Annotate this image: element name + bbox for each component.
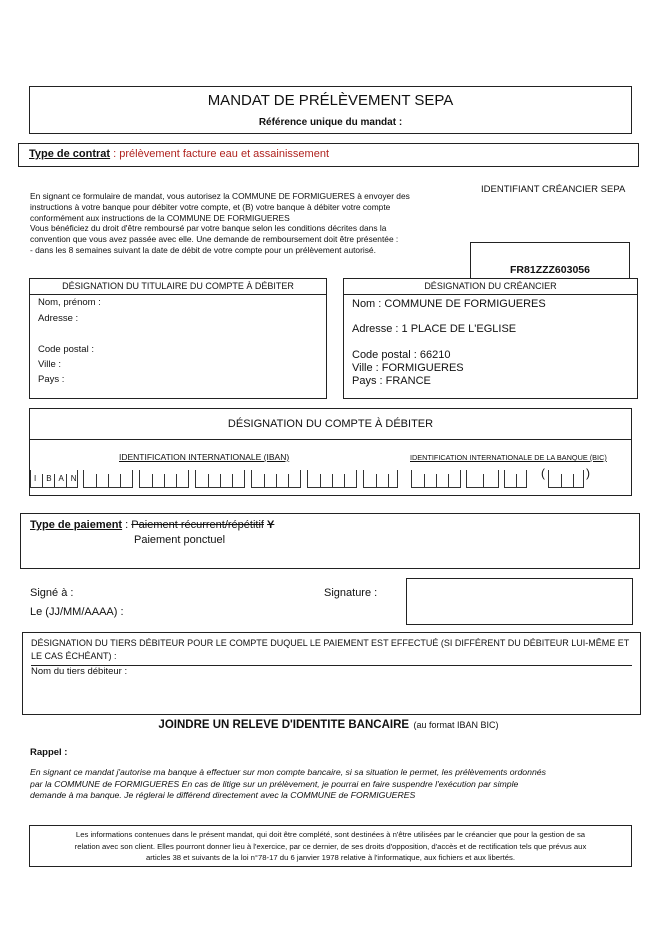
reminder-title: Rappel : — [30, 747, 68, 758]
third-party-name-label[interactable]: Nom du tiers débiteur : — [31, 666, 128, 677]
bic-paren-close: ) — [586, 466, 590, 480]
creditor-country: Pays : FRANCE — [352, 375, 431, 387]
mandate-header — [29, 86, 632, 134]
signature-label: Signature : — [324, 587, 378, 599]
iban-group-input[interactable] — [139, 470, 189, 488]
page-title: MANDAT DE PRÉLÈVEMENT SEPA — [207, 92, 454, 109]
signature-box[interactable] — [406, 578, 633, 625]
payment-type-colon: : — [125, 519, 129, 531]
payment-type-label: Type de paiement — [30, 519, 123, 531]
third-party-box — [22, 632, 641, 715]
reminder-line: demande à ma banque. Je réglerai le différend directement avec la COMMUNE de FORMIGUERES — [30, 790, 416, 800]
debtor-country-label[interactable]: Pays : — [38, 374, 65, 385]
intro-line: - dans les 8 semaines suivant la date de débit de votre compte pour un prélèvement autorisé. — [30, 244, 376, 255]
bic-branch-input[interactable] — [548, 470, 584, 488]
privacy-notice-text — [32, 829, 629, 864]
attach-rib-main: JOINDRE UN RELEVE D'IDENTITE BANCAIRE — [158, 719, 410, 731]
creditor-address: Adresse : 1 PLACE DE L'EGLISE — [352, 323, 517, 335]
contract-type-value: : prélèvement facture eau et assainissement — [113, 148, 329, 160]
iban-letter: A — [58, 474, 64, 483]
debtor-address-label[interactable]: Adresse : — [38, 313, 79, 324]
iban-country-box — [30, 470, 78, 488]
reminder-text — [30, 767, 632, 802]
bic-label: IDENTIFICATION INTERNATIONALE DE LA BANQUE (BIC) — [410, 453, 607, 462]
privacy-notice-box — [29, 825, 632, 867]
contract-type-label: Type de contrat — [29, 148, 111, 160]
creditor-id-box — [470, 242, 630, 278]
contract-type-box — [18, 143, 639, 167]
privacy-line: Les informations contenues dans le présent mandat, qui doit être complété, sont destinées à n'être utilisées par le créancier que pour la gestion de sa — [75, 830, 586, 839]
creditor-id-label: IDENTIFIANT CRÉANCIER SEPA — [481, 184, 626, 195]
debtor-heading: DÉSIGNATION DU TITULAIRE DU COMPTE À DÉBITER — [30, 279, 326, 295]
bic-group-input[interactable] — [466, 470, 499, 488]
attach-rib-notice — [0, 715, 657, 733]
iban-group-input[interactable] — [83, 470, 133, 488]
iban-group-input[interactable] — [363, 470, 398, 488]
debtor-city-label[interactable]: Ville : — [38, 359, 62, 370]
iban-letter: B — [46, 474, 52, 483]
iban-group-input[interactable] — [251, 470, 301, 488]
reminder-line: par la COMMUNE de FORMIGUERES En cas de litige sur un prélèvement, je pourrai en faire suspendre l'exécution par simple — [30, 778, 519, 789]
bic-group-input[interactable] — [411, 470, 461, 488]
iban-letter: I — [34, 474, 37, 483]
intro-line: instructions à votre banque pour débiter votre compte, et (B) votre banque à débiter votre compte — [30, 201, 391, 212]
iban-label: IDENTIFICATION INTERNATIONALE (IBAN) — [119, 452, 290, 462]
mandate-reference-label: Référence unique du mandat : — [258, 117, 403, 128]
reminder-line: En signant ce mandat j'autorise ma banque à effectuer sur mon compte bancaire, si sa situation le permet, les prélèvements ordonnés — [30, 767, 546, 777]
intro-line: Vous bénéficiez du droit d'être remboursé par votre banque selon les conditions décrites dans la — [30, 223, 387, 234]
payment-check-mark: Y — [267, 519, 275, 531]
creditor-heading: DÉSIGNATION DU CRÉANCIER — [344, 279, 637, 295]
account-heading: DÉSIGNATION DU COMPTE À DÉBITER — [227, 418, 434, 430]
intro-line: convention que vous avez passée avec elle. Une demande de remboursement doit être présentée : — [30, 234, 399, 245]
payment-recurrent-option[interactable]: Paiement récurrent/répétitif — [131, 519, 264, 531]
privacy-line: articles 38 et suivants de la loi n°78-17 du 6 janvier 1978 relative à l'informatique, aux fichiers et aux libertés. — [145, 853, 516, 862]
intro-line: En signant ce formulaire de mandat, vous autorisez la COMMUNE DE FORMIGUERES à envoyer des — [30, 191, 410, 201]
intro-line: conformément aux instructions de la COMMUNE DE FORMIGUERES — [30, 212, 290, 223]
creditor-postal: Code postal : 66210 — [352, 349, 451, 361]
creditor-city: Ville : FORMIGUERES — [352, 362, 464, 374]
payment-single-option[interactable]: Paiement ponctuel — [134, 534, 226, 546]
intro-text — [30, 191, 472, 256]
privacy-line: relation avec son client. Elles pourront donner lieu à l'exercice, par ce dernier, de ses droits d'opposition, d'accès et de rectification tels que prévus aux — [74, 841, 587, 851]
creditor-id-value: FR81ZZZ603056 — [510, 264, 590, 276]
third-party-heading: DÉSIGNATION DU TIERS DÉBITEUR POUR LE COMPTE DUQUEL LE PAIEMENT EST EFFECTUÉ (SI DIFFÉRENT DU DÉBITEUR LUI-MÊME ET LE CAS ÉCHÉANT) : — [31, 638, 630, 661]
iban-group-input[interactable] — [195, 470, 245, 488]
creditor-box — [343, 278, 638, 399]
iban-letter: N — [70, 474, 77, 483]
payment-type-box — [20, 513, 640, 569]
debtor-box — [29, 278, 327, 399]
bic-group-input[interactable] — [504, 470, 527, 488]
creditor-name: Nom : COMMUNE DE FORMIGUERES — [352, 298, 546, 310]
debtor-name-label[interactable]: Nom, prénom : — [38, 297, 101, 308]
iban-group-input[interactable] — [307, 470, 357, 488]
attach-rib-note: (au format IBAN BIC) — [413, 720, 499, 730]
bic-paren-open: ( — [541, 466, 545, 480]
signed-at-label[interactable]: Signé à : — [30, 587, 74, 599]
account-heading-box — [29, 408, 632, 440]
date-label[interactable]: Le (JJ/MM/AAAA) : — [30, 606, 124, 618]
debtor-postal-label[interactable]: Code postal : — [38, 344, 94, 355]
